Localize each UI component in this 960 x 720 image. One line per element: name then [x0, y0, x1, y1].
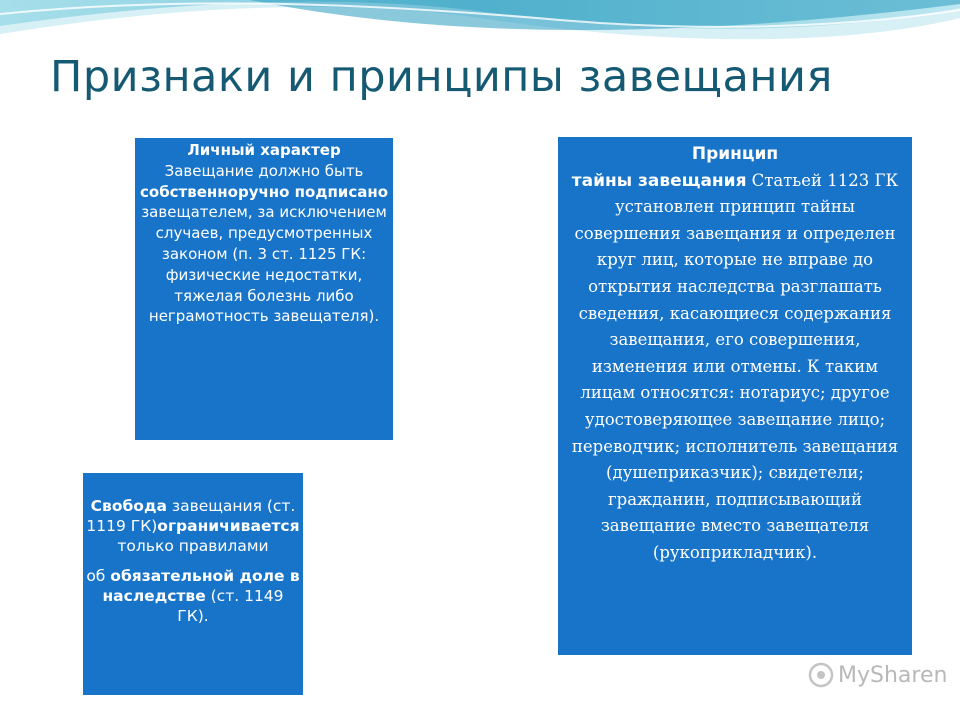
freedom-box	[83, 473, 303, 695]
watermark-text: MySharen	[838, 663, 948, 688]
personal-text-2: завещателем, за исключением случаев, предусмотренных законом (п. 3 ст. 1125 ГК: физические недостатки, тяжелая болезнь либо неграмотность завещателя).	[141, 203, 387, 326]
secrecy-principle-box	[558, 137, 912, 655]
freedom-text-3: об	[86, 567, 111, 585]
secrecy-heading-1: Принцип	[691, 144, 779, 164]
secrecy-heading-2: тайны завещания	[571, 170, 747, 191]
mysharen-logo-icon	[808, 662, 834, 688]
personal-heading: Личный характер	[187, 141, 341, 159]
freedom-text-2: только правилами	[117, 537, 269, 555]
personal-emphasis: собственноручно подписано	[140, 182, 388, 201]
personal-text-1: Завещание должно быть	[164, 161, 364, 180]
slide-title: Признаки и принципы завещания	[50, 52, 833, 102]
freedom-bold-1: Свобода	[90, 497, 167, 515]
decorative-waves	[0, 0, 960, 60]
secrecy-body: Статьей 1123 ГК установлен принцип тайны совершения завещания и определен круг лиц, которые не вправе до открытия наследства разглашать сведения, касающиеся содержания завещания, его совершения, изменения или отмены. К таким лицам относятся: нотариус; другое удостоверяющее завещание лицо; переводчик; исполнитель завещания (душеприказчик); свидетели; гражданин, подписывающий завещание вместо завещателя (рукоприкладчик).	[571, 170, 899, 562]
personal-character-box	[135, 138, 393, 440]
freedom-bold-3: обязательной доле в наследстве	[102, 567, 300, 605]
freedom-text-4: (ст. 1149 ГК).	[177, 587, 284, 625]
freedom-bold-2: ограничивается	[157, 517, 300, 535]
watermark	[808, 661, 948, 691]
freedom-text-1: завещания (ст. 1119 ГК)	[86, 497, 296, 535]
